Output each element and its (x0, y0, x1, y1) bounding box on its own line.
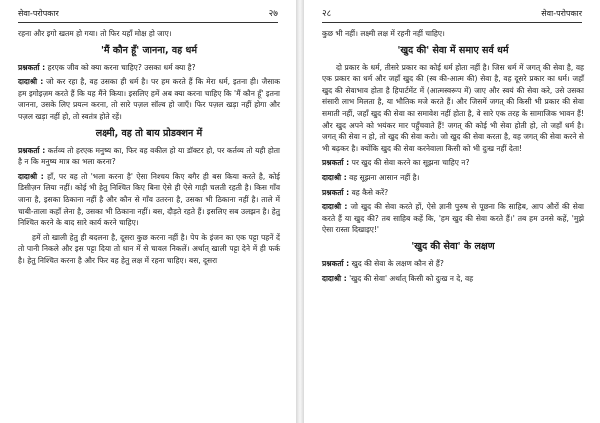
speaker-label: दादाश्री : (322, 273, 347, 283)
speaker-label: दादाश्री : (18, 77, 44, 87)
speaker-label: प्रश्नकर्ता : (322, 158, 350, 168)
running-title: सेवा-परोपकार (541, 9, 582, 18)
dialogue-paragraph (322, 201, 584, 236)
dialogue-text: कर्तव्य तो हरएक मनुष्य का, फिर वह वकील हो या डॉक्टर हो, पर कर्तव्य तो यही होता है न कि मनुष्य मात्र का भला करना? (18, 145, 280, 167)
dialogue-paragraph (322, 273, 584, 285)
right-page-header (322, 8, 582, 20)
dialogue-paragraph (322, 172, 584, 184)
dialogue-paragraph (18, 145, 280, 168)
speaker-label: दादाश्री : (18, 171, 44, 181)
body-paragraph: कुछ भी नहीं। लक्ष्मी लक्ष में रहनी नहीं चाहिए। (322, 29, 445, 38)
left-page-header (18, 8, 278, 20)
dialogue-paragraph (18, 76, 280, 122)
dialogue-paragraph (18, 62, 280, 74)
dialogue-paragraph (322, 258, 584, 270)
dialogue-paragraph (322, 187, 584, 199)
right-page (304, 0, 600, 423)
speaker-label: प्रश्नकर्ता : (322, 258, 350, 268)
dialogue-text: हाँ, पर वह तो 'भला करना है' ऐसा निश्चय किए बगैर ही बस किया करते है, कोई डिसीज़न लिया नहीं। कोई भी हेतु निश्चित किए बिना ऐसे ही ऐसे गाड़ी चलती रहती है। किस गाँव जाना है, इसका ठिकाना नहीं है और कौन से गाँव उतरना है, उसका भी ठिकाना नहीं है। ताले में चाबी-ताला कहाँ लेना है, उसका भी ठिकाना नहीं। बस, दौड़ते रहते हैं। इसलिए सब उलझन है। हेतु निश्चित करने के बाद सारे कार्य करने चाहिए। (18, 171, 280, 228)
page-number: २८ (322, 9, 332, 19)
dialogue-text: वह कैसे करें? (351, 187, 389, 197)
dialogue-text: पर खुद की सेवा करने का सूझना चाहिए न? (351, 158, 470, 168)
section-heading: 'मैं कौन हूँ' जानना, वह धर्म (100, 44, 198, 56)
page-number: २७ (268, 9, 278, 19)
left-page-body (18, 28, 280, 270)
header-rule (322, 22, 582, 23)
section-heading: 'खुद की सेवा' के लक्षण (411, 240, 495, 252)
right-page-body (322, 28, 584, 287)
dialogue-text: जो कर रहा है, वह उसका ही धर्म है। पर हम करते हैं कि मेरा धर्म, इतना ही। जैसाक हम इगोइज़म करते हैं कि यह मैंने किया। इसलिए हमें अब क्या करना चाहिए कि 'मैं कौन हूँ' इतना जानना, उसके लिए प्रयत्न करना, तो सारे पज़ल सॉल्व हो जाएँ। फिर पज़ल खड़ा नहीं होगा और पज़ल खड़ा नहीं हो, तो स्वतंत्र होते रहें। (18, 77, 280, 121)
speaker-label: प्रश्नकर्ता : (18, 62, 46, 72)
speaker-label: दादाश्री : (322, 202, 348, 212)
dialogue-paragraph (322, 157, 584, 169)
section-heading: 'खुद की' सेवा में समाए सर्व धर्म (397, 44, 509, 56)
book-gutter (296, 0, 304, 423)
body-paragraph: रहना और इगो खतम हो गया। तो फिर यहाँ मोक्ष हो जाए। (18, 29, 172, 38)
header-rule (18, 22, 278, 23)
running-title: सेवा-परोपकार (18, 9, 59, 18)
left-page (0, 0, 296, 423)
section-heading: लक्ष्मी, वह तो बाय प्रोडक्शन में (95, 127, 203, 139)
speaker-label: प्रश्नकर्ता : (18, 145, 46, 155)
body-paragraph: हमें तो खाली हेतु ही बदलना है, दूसरा कुछ करना नहीं है। पेप के इंजन का एक पट्टा पहनें दें तो पानी निकले और इस पट्टा दिया तो धान में से चावल निकलें। अर्थात् खाली पट्टा देने में ही फर्क है। हेतु निश्चित करना है और फिर वह हेतु लक्ष में रहना चाहिए। बस, दूसरा (18, 232, 280, 265)
speaker-label: प्रश्नकर्ता : (322, 187, 350, 197)
dialogue-paragraph (18, 171, 280, 229)
speaker-label: दादाश्री : (322, 172, 347, 182)
dialogue-text: 'खुद की सेवा' अर्थात् किसी को दुःख न दे, वह (349, 273, 474, 283)
dialogue-text: जो खुद की सेवा करते हों, ऐसे ज्ञानी पुरुष से पूछना कि साहिब, आप औरों की सेवा करते हैं या खुद की? तब साहिब कहें कि, 'हम खुद की सेवा करते हैं।' तब हम उनसे कहें, 'मुझे ऐसा रास्ता दिखाइए!' (322, 202, 584, 235)
dialogue-text: वह सूझना आसान नहीं है। (349, 172, 420, 182)
dialogue-text: हरएक जीव को क्या करना चाहिए? उसका धर्म क्या है? (47, 62, 196, 72)
body-paragraph: दो प्रकार के धर्म, तीसरे प्रकार का कोई धर्म होता नहीं है। जिस धर्म में जगत् की सेवा है, वह एक प्रकार का धर्म और जहाँ खुद की (स्व की-आत्म की) सेवा है, वह दूसरे प्रकार का धर्म। जहाँ खुद की सेवाभाव होता है हिपार्टमेंट में (आत्मस्वरूप में) जाए और स्वयं की सेवा करे, उसे उसका संसारी लाभ मिलता है, या भौतिक मजे करते हैं। और जिसमें जगत् की किसी भी प्रकार की सेवा समाती नहीं, जहाँ खुद की सेवा का समावेश नहीं होता है, वे सारे एक तरह के सामाजिक भावन हैं! और खुद अपने को भयंकर मार पहुँचवाते हैं! जगत् की कोई भी सेवा होती हो, तो जहाँ धर्म है। जगत् की सेवा न हो, तो खुद की सेवा करो। जो खुद की सेवा करता है, वह जगत् की सेवा करने से भी बढ़कर है। क्योंकि खुद की सेवा करनेवाला किसी को भी दुःख नहीं देता! (322, 62, 584, 153)
dialogue-text: खुद की सेवा के लक्षण कौन से हैं? (351, 258, 444, 268)
